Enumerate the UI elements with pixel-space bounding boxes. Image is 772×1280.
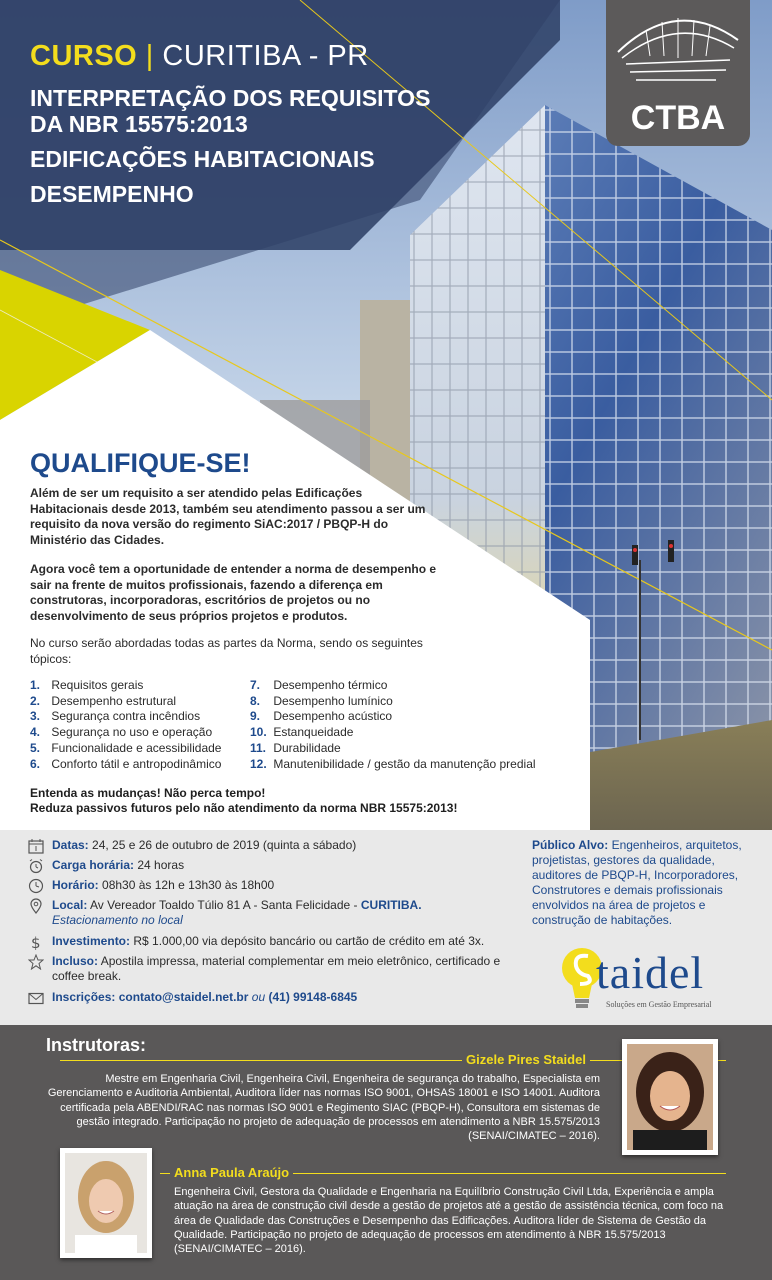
topic-item <box>30 757 250 773</box>
svg-text:$: $ <box>31 934 41 950</box>
envelope-icon <box>28 990 44 1006</box>
closing-line-2: Reduza passivos futuros pelo não atendimento da norma NBR 15575:2013! <box>30 801 458 815</box>
ctba-logo <box>606 0 750 146</box>
info-section <box>0 830 772 1025</box>
stadium-icon <box>606 0 750 100</box>
course-city: CURITIBA - PR <box>162 40 369 72</box>
schedule-value: 08h30 às 12h e 13h30 às 18h00 <box>102 878 275 892</box>
topic-number: 1. <box>30 678 41 692</box>
included-label: Incluso: <box>52 954 99 968</box>
star-icon <box>28 954 44 970</box>
dollar-icon <box>28 934 44 950</box>
target-audience-label: Público Alvo: <box>532 838 609 852</box>
course-details <box>28 838 528 1010</box>
topic-label: Funcionalidade e acessibilidade <box>51 740 222 755</box>
qualify-heading: QUALIFIQUE-SE! <box>30 448 251 478</box>
portrait-gizele <box>627 1044 713 1150</box>
topic-item <box>30 709 250 725</box>
included-value: Apostila impressa, material complementar em meio eletrônico, certificado e coffee break. <box>52 954 501 983</box>
topic-number: 9. <box>250 709 261 724</box>
topic-label: Segurança no uso e operação <box>51 725 213 740</box>
title-block <box>30 40 490 207</box>
topic-number: 11. <box>250 740 267 755</box>
investment-value: R$ 1.000,00 via depósito bancário ou cartão de crédito em até 3x. <box>133 934 485 948</box>
topic-number: 7. <box>250 678 261 692</box>
topic-label: Desempenho acústico <box>273 709 393 724</box>
title-line-3: EDIFICAÇÕES HABITACIONAIS <box>30 146 375 172</box>
registration-phone[interactable]: (41) 99148-6845 <box>268 990 358 1004</box>
topic-number: 6. <box>30 756 41 771</box>
topics-list-left <box>30 678 250 772</box>
calendar-icon <box>28 838 44 854</box>
topic-label: Segurança contra incêndios <box>51 709 201 724</box>
workload-label: Carga horária: <box>52 858 135 872</box>
instructors-title: Instrutoras: <box>46 1035 147 1055</box>
target-audience <box>532 838 764 928</box>
alarm-clock-icon <box>28 858 44 874</box>
info-schedule <box>28 878 528 893</box>
topic-number: 2. <box>30 693 41 708</box>
instructors-section <box>0 1025 772 1280</box>
registration-label: Inscrições: <box>52 990 116 1004</box>
info-workload <box>28 858 528 873</box>
topic-number: 12. <box>250 756 267 771</box>
topic-label: Desempenho estrutural <box>51 693 177 708</box>
intro-paragraph-1: Além de ser um requisito a ser atendido pelas Edificações Habitacionais desde 2013, também seu atendimento passou a ser um requisito da nova versão do regimento SiAC:2017 / PBQP-H do Ministério das Cidades. <box>30 486 426 547</box>
topic-item <box>250 694 570 710</box>
topic-number: 3. <box>30 709 41 724</box>
instructor-photo-2 <box>60 1148 152 1258</box>
ctba-logo-text: CTBA <box>630 99 726 137</box>
instructor-bio-2: Engenheira Civil, Gestora da Qualidade e Engenharia na Equilíbrio Construção Civil Ltda, Experiência e ampla atuação na área de construção civil desde a gestão de projetos até a gestão de assistência técnica, com foco na área de Qualidade das Construções e Desempenho das Edificações. Auditora líder de Sistema de Gestão da Qualidade. Participação no projeto de adequação de processos em atendimento à NBR 15.575/2013 (SENAI/CIMATEC – 2016). <box>174 1186 724 1256</box>
topic-number: 10. <box>250 725 267 740</box>
topic-label: Manutenibilidade / gestão da manutenção predial <box>273 756 536 771</box>
registration-email[interactable]: contato@staidel.net.br <box>118 990 249 1004</box>
topic-number: 4. <box>30 725 41 740</box>
info-location <box>28 898 528 928</box>
location-value: Av Vereador Toaldo Túlio 81 A - Santa Felicidade - <box>90 898 361 912</box>
workload-value: 24 horas <box>137 858 185 872</box>
topic-item <box>250 709 570 725</box>
instructor-name-2: Anna Paula Araújo <box>170 1165 293 1180</box>
course-label: CURSO <box>30 40 138 72</box>
topic-item <box>30 694 250 710</box>
topic-label: Conforto tátil e antropodinâmico <box>51 756 222 771</box>
topic-item <box>250 678 570 694</box>
target-audience-text: Engenheiros, arquitetos, projetistas, gestores da qualidade, auditores de PBQP-H, Incorporadores, Construtores e demais profissionais envolvidos na área de projetos e construção de habitações. <box>532 838 742 927</box>
dates-label: Datas: <box>52 838 89 852</box>
course-line <box>30 40 490 73</box>
topic-item <box>250 741 570 757</box>
topic-item <box>30 741 250 757</box>
topic-label: Durabilidade <box>273 740 341 755</box>
title-separator: | <box>145 40 154 72</box>
topic-number: 8. <box>250 693 261 708</box>
registration-or: ou <box>251 990 266 1004</box>
parking-note: Estacionamento no local <box>52 913 183 927</box>
clock-icon <box>28 878 44 894</box>
title-line-2: DA NBR 15575:2013 <box>30 111 248 137</box>
intro-paragraph-3: No curso serão abordadas todas as partes da Norma, sendo os seguintes tópicos: <box>30 636 423 666</box>
closing-line-1: Entenda as mudanças! Não perca tempo! <box>30 786 266 800</box>
dates-value: 24, 25 e 26 de outubro de 2019 (quinta a sábado) <box>92 838 357 852</box>
instructor-name-1: Gizele Pires Staidel <box>462 1052 590 1067</box>
staidel-logo <box>558 940 758 1020</box>
instructor-photo-1 <box>622 1039 718 1155</box>
topic-item <box>250 725 570 741</box>
title-line-1: INTERPRETAÇÃO DOS REQUISITOS <box>30 85 431 111</box>
instructor-bio-1: Mestre em Engenharia Civil, Engenheira Civil, Engenheira de segurança do trabalho, Especialista em Gerenciamento e Auditoria Ambiental, Auditora líder nas normas ISO 9001, OHSAS 18001 e ISO 14001. Auditora certificada pela ABENDI/RAC nas normas ISO 9001 e Regimento SIAC (PBQP-H), Consultora em sistemas de gestão integrado. Participação no projeto de adequação de processos em atendimento a NBR 15.575/2013 (SENAI/CIMATEC – 2016). <box>47 1073 600 1143</box>
intro-paragraph-2: Agora você tem a oportunidade de entender a norma de desempenho e sair na frente de muitos profissionais, fazendo a diferença em construtoras, incorporadoras, escritórios de projetos ou no desenvolvimento de seus próprios projetos e produtos. <box>30 562 437 623</box>
map-pin-icon <box>28 898 44 914</box>
topic-number: 5. <box>30 740 41 755</box>
staidel-wordmark: taidel <box>596 947 705 998</box>
topic-item <box>30 678 250 694</box>
staidel-subtitle: Soluções em Gestão Empresarial <box>606 1000 712 1009</box>
topic-label: Requisitos gerais <box>51 678 144 692</box>
location-city: CURITIBA. <box>360 898 422 912</box>
schedule-label: Horário: <box>52 878 99 892</box>
title-line-4: DESEMPENHO <box>30 181 194 207</box>
info-included <box>28 954 528 984</box>
investment-label: Investimento: <box>52 934 131 948</box>
topic-label: Desempenho lumínico <box>273 693 393 708</box>
course-title <box>30 85 490 207</box>
info-registration <box>28 990 528 1005</box>
location-label: Local: <box>52 898 88 912</box>
info-dates <box>28 838 528 853</box>
portrait-anna-paula <box>65 1153 147 1253</box>
info-investment <box>28 934 528 949</box>
topic-label: Estanqueidade <box>273 725 354 740</box>
topics-list-right <box>250 678 570 772</box>
closing-message <box>30 786 457 816</box>
topic-item <box>30 725 250 741</box>
topic-label: Desempenho térmico <box>273 678 388 692</box>
topic-item <box>250 757 570 773</box>
